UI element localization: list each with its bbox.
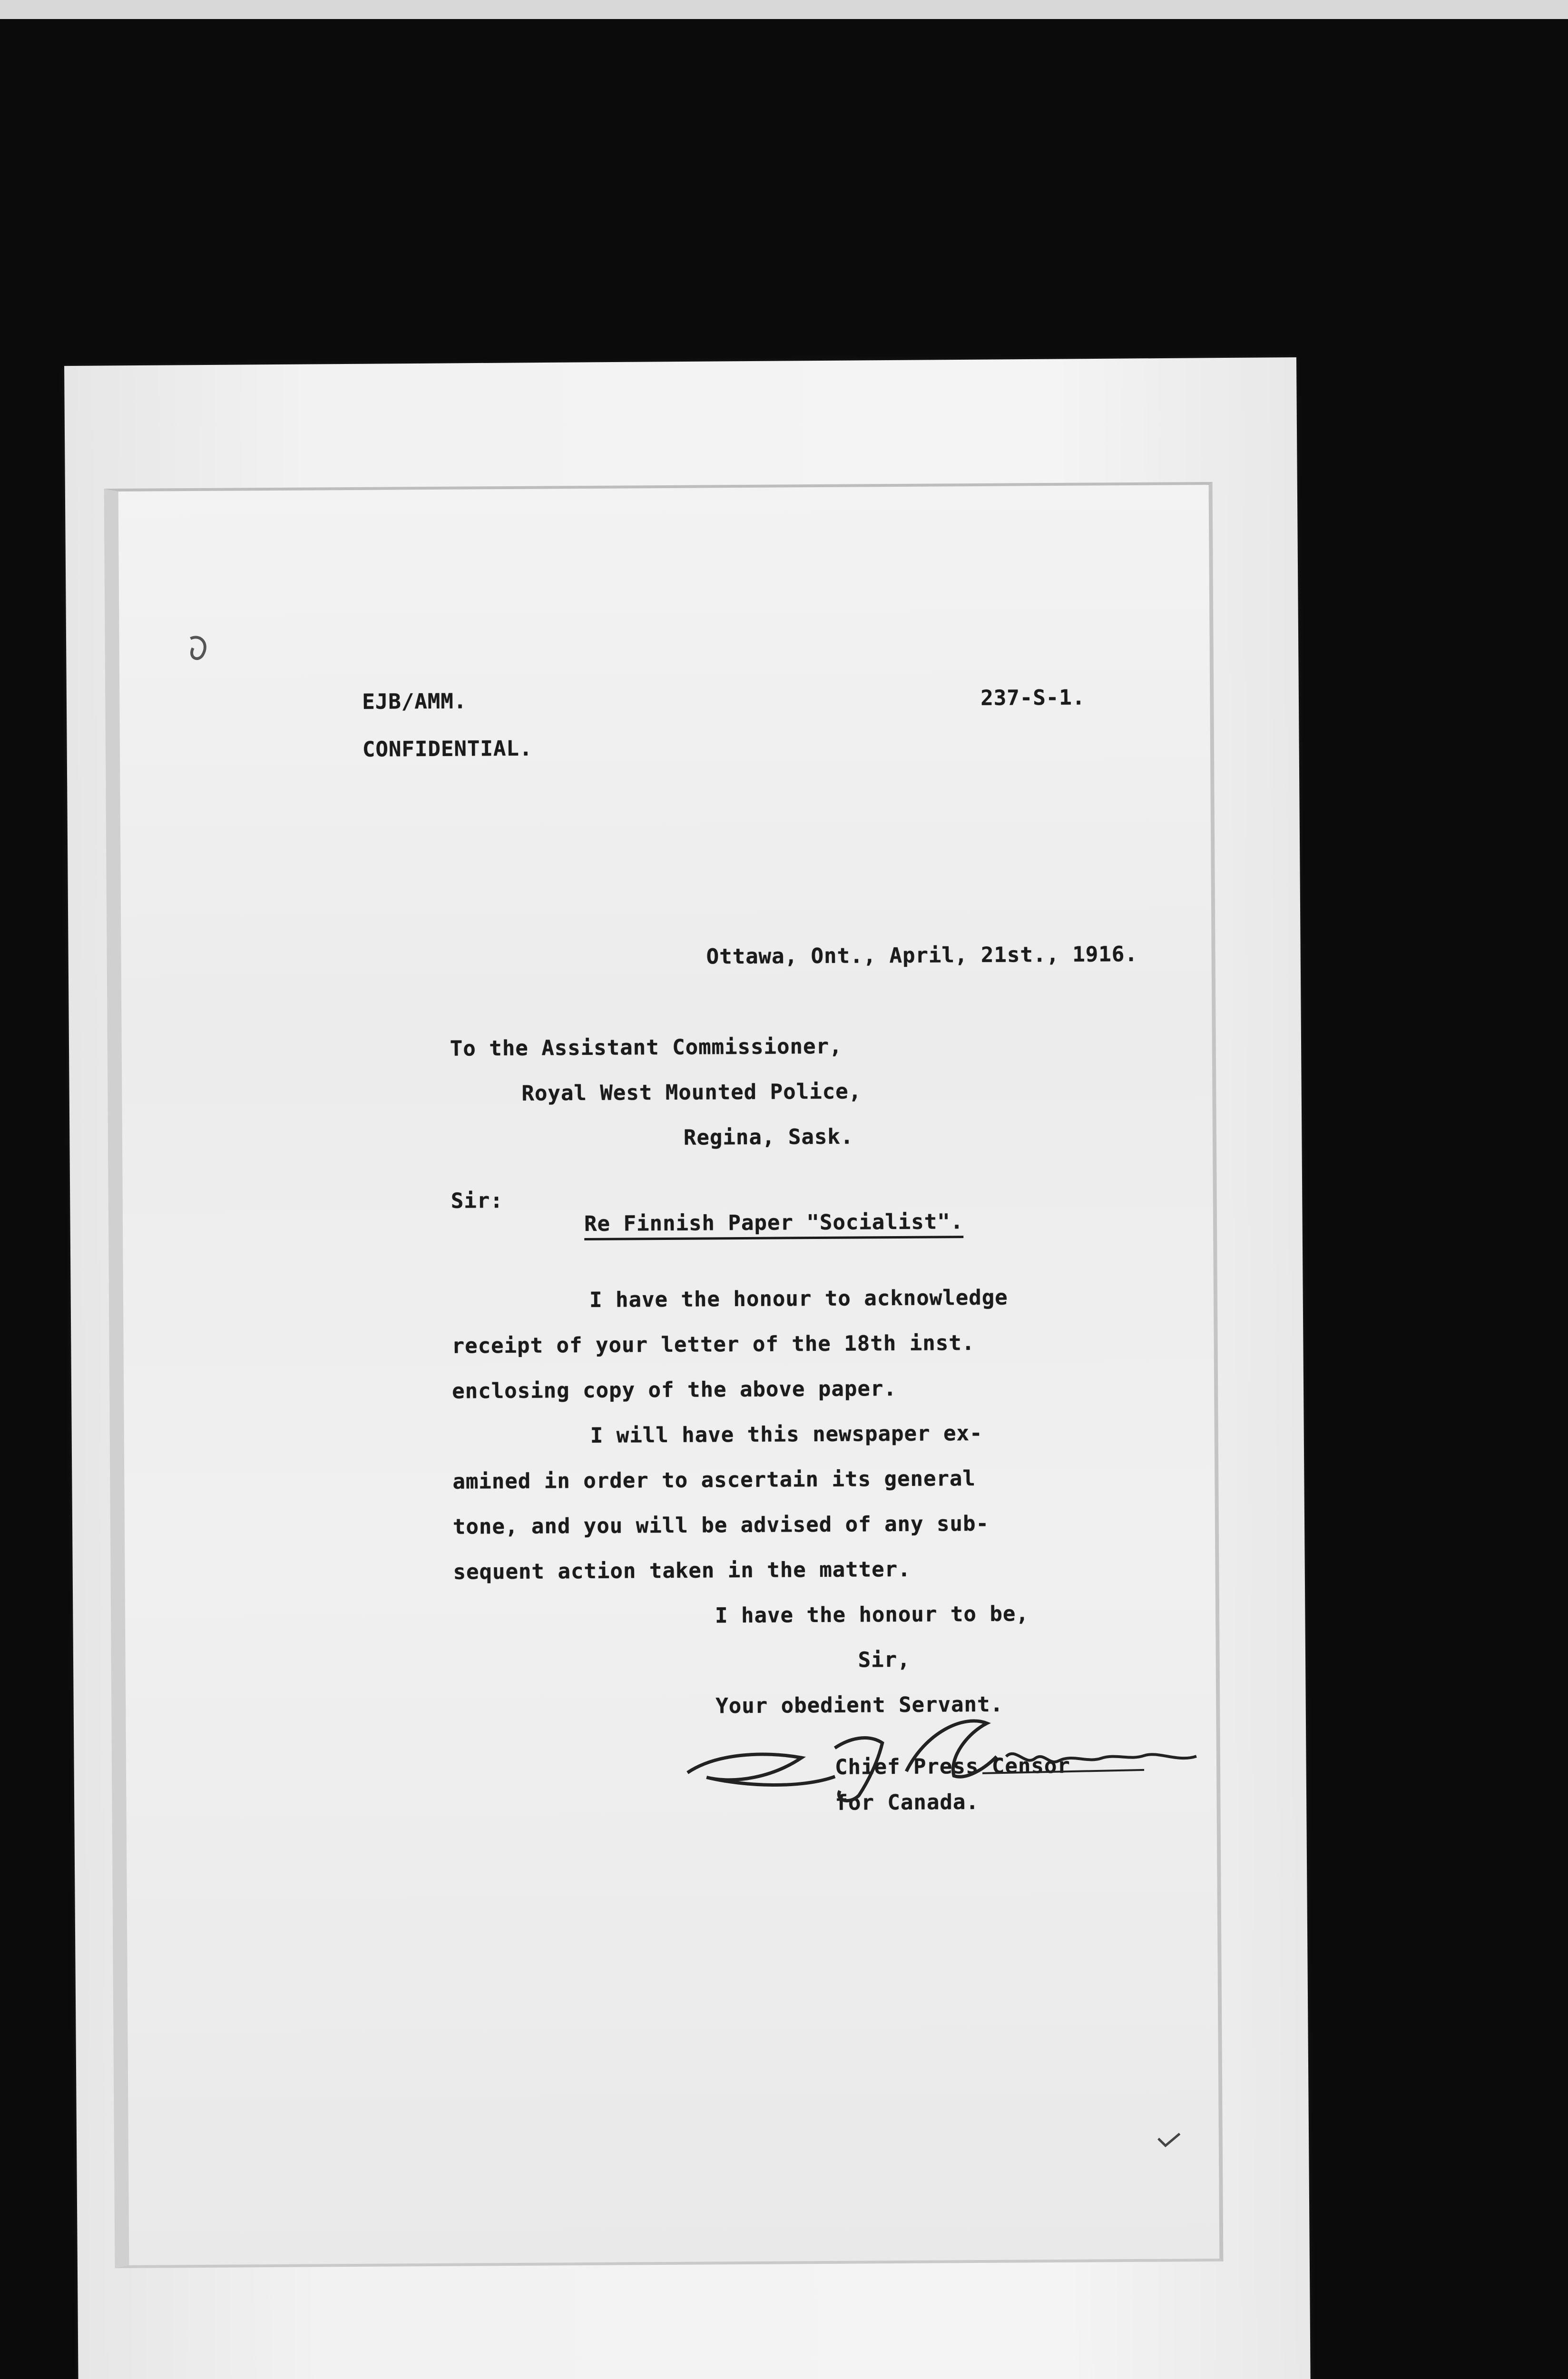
addressee-line-3: Regina, Sask. bbox=[683, 1124, 854, 1150]
addressee-line-1: To the Assistant Commissioner, bbox=[450, 1034, 843, 1061]
closing-line-1: I have the honour to be, bbox=[715, 1602, 1029, 1628]
body-line-7: sequent action taken in the matter. bbox=[453, 1557, 911, 1584]
body-line-5: amined in order to ascertain its general bbox=[452, 1466, 976, 1494]
body-line-1: I have the honour to acknowledge bbox=[589, 1285, 1008, 1312]
tick-mark bbox=[1156, 2131, 1185, 2150]
place-date: Ottawa, Ont., April, 21st., 1916. bbox=[706, 942, 1138, 969]
body-line-2: receipt of your letter of the 18th inst. bbox=[451, 1331, 975, 1358]
reference-initials: EJB/AMM. bbox=[362, 689, 467, 714]
ink-mark-top-left bbox=[181, 629, 219, 672]
letter-page bbox=[104, 482, 1224, 2268]
body-line-6: tone, and you will be advised of any sub- bbox=[452, 1511, 990, 1539]
classification: CONFIDENTIAL. bbox=[362, 736, 533, 762]
signatory-title-line-2: for Canada. bbox=[835, 1789, 980, 1815]
body-line-3: enclosing copy of the above paper. bbox=[452, 1376, 897, 1404]
closing-line-3: Your obedient Servant. bbox=[715, 1692, 1004, 1719]
signatory-title-line-1: Chief Press Censor bbox=[834, 1753, 1071, 1779]
film-top-strip bbox=[0, 0, 1568, 19]
body-line-4: I will have this newspaper ex- bbox=[590, 1421, 983, 1448]
handwritten-signature bbox=[677, 1703, 1225, 1816]
salutation: Sir: bbox=[451, 1189, 503, 1213]
addressee-line-2: Royal West Mounted Police, bbox=[521, 1079, 862, 1106]
file-reference: 237-S-1. bbox=[980, 685, 1086, 710]
subject-line: Re Finnish Paper "Socialist". bbox=[584, 1209, 964, 1240]
closing-line-2: Sir, bbox=[858, 1647, 911, 1672]
